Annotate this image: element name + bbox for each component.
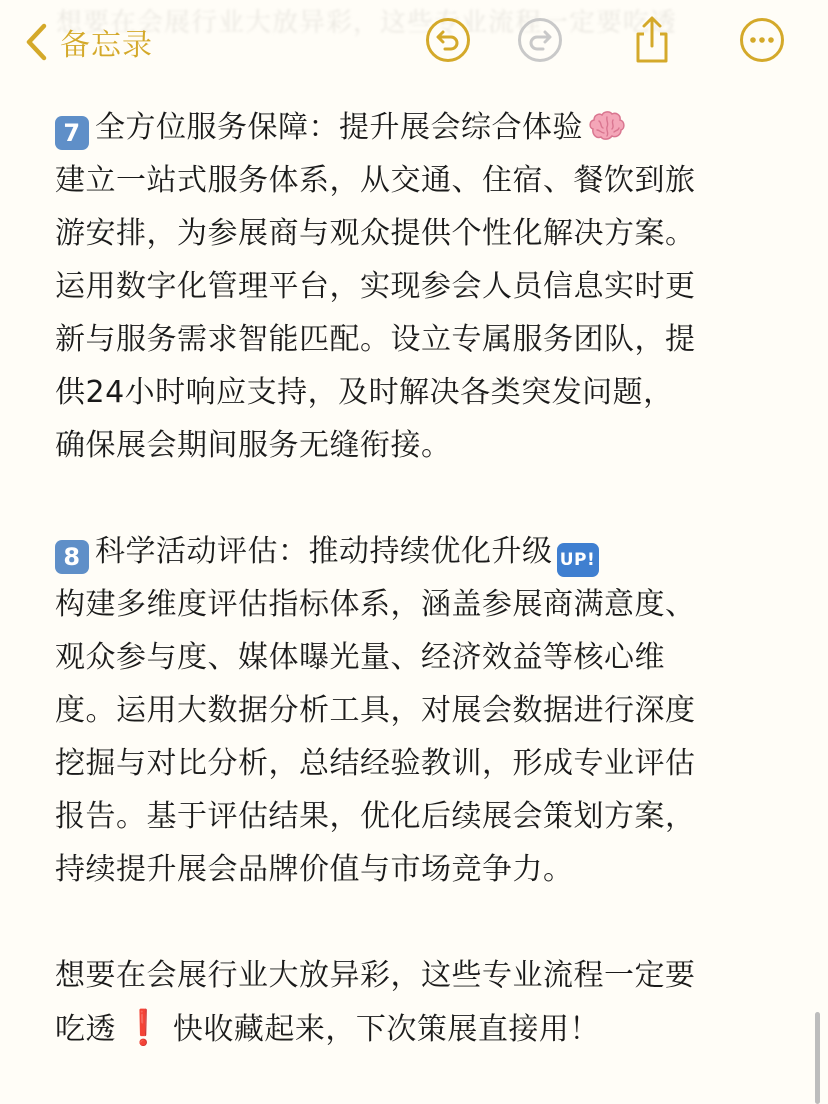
redo-button[interactable] <box>516 18 564 66</box>
share-button[interactable] <box>628 18 676 66</box>
up-button-icon: UP! <box>557 543 599 577</box>
exclamation-icon: ❗ <box>122 1008 165 1048</box>
more-button[interactable] <box>738 18 786 66</box>
section-8-line: 观众参与度、媒体曝光量、经济效益等核心维 <box>55 640 665 675</box>
section-7-line: 游安排，为参展商与观众提供个性化解决方案。 <box>55 216 696 251</box>
back-button-label: 备忘录 <box>60 28 153 63</box>
section-7-heading <box>55 101 773 154</box>
scrolled-note-title: 想要在会展行业大放异彩，这些专业流程一定要吃透 <box>56 8 678 38</box>
paragraph-gap <box>55 472 773 525</box>
closing-line-2-start: 吃透 <box>55 1012 116 1047</box>
paragraph-gap <box>55 896 773 949</box>
section-8-heading <box>55 525 773 578</box>
keycap-7-icon: 7 <box>55 116 89 150</box>
section-8-line: 度。运用大数据分析工具，对展会数据进行深度 <box>55 693 696 728</box>
closing-line-2-end: 快收藏起来，下次策展直接用！ <box>172 1012 600 1047</box>
redo-icon <box>517 17 563 67</box>
note-body[interactable] <box>55 101 773 1055</box>
section-8-line: 持续提升展会品牌价值与市场竞争力。 <box>55 852 574 887</box>
section-8-line: 报告。基于评估结果，优化后续展会策划方案， <box>55 799 696 834</box>
section-8-heading-text: 科学活动评估：推动持续优化升级 <box>95 534 553 569</box>
vertical-scrollbar[interactable] <box>815 1012 820 1104</box>
more-icon <box>739 17 785 67</box>
brain-icon <box>587 107 627 141</box>
chevron-left-icon <box>24 22 48 62</box>
navigation-bar <box>0 0 828 90</box>
share-icon <box>629 15 675 69</box>
section-7-line: 确保展会期间服务无缝衔接。 <box>55 428 452 463</box>
section-7-line: 供24小时响应支持，及时解决各类突发问题， <box>55 375 674 410</box>
section-7-line: 建立一站式服务体系，从交通、住宿、餐饮到旅 <box>55 163 696 198</box>
section-7-heading-text: 全方位服务保障：提升展会综合体验 <box>95 110 583 145</box>
keycap-8-icon: 8 <box>55 540 89 574</box>
back-button[interactable] <box>24 18 153 66</box>
section-7-line: 运用数字化管理平台，实现参会人员信息实时更 <box>55 269 696 304</box>
closing-line-2 <box>55 1002 773 1055</box>
closing-line-1: 想要在会展行业大放异彩，这些专业流程一定要 <box>55 958 696 993</box>
section-8-line: 挖掘与对比分析，总结经验教训，形成专业评估 <box>55 746 696 781</box>
undo-button[interactable] <box>424 18 472 66</box>
section-7-line: 新与服务需求智能匹配。设立专属服务团队，提 <box>55 322 696 357</box>
section-8-line: 构建多维度评估指标体系，涵盖参展商满意度、 <box>55 587 696 622</box>
undo-icon <box>425 17 471 67</box>
